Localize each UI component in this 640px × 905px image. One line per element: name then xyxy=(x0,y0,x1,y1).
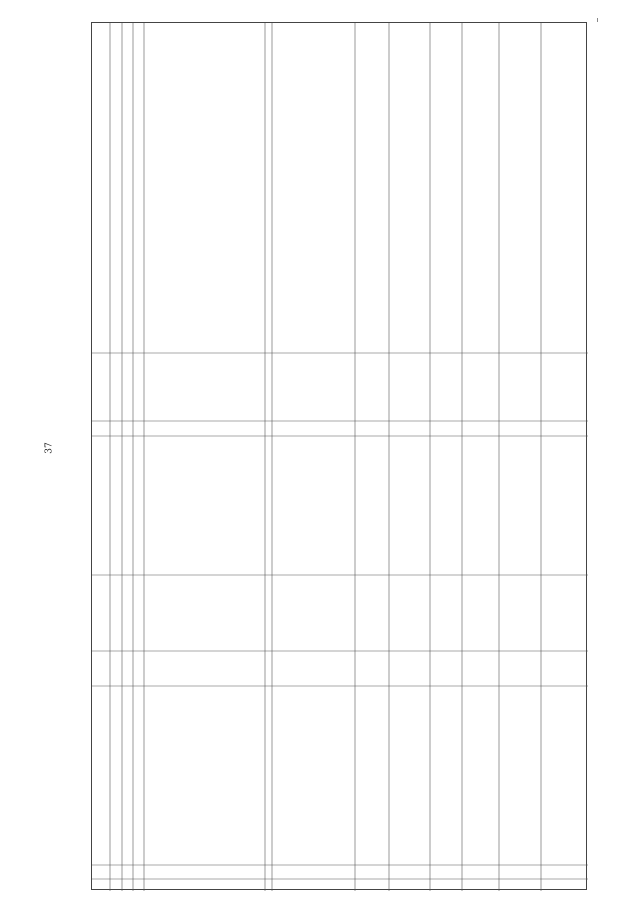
row-dividers xyxy=(92,353,588,879)
rotated-table xyxy=(91,22,587,890)
scan-mark xyxy=(597,18,598,22)
column-dividers xyxy=(110,23,541,891)
page-number: 37 xyxy=(44,442,55,454)
table-grid xyxy=(92,23,588,891)
